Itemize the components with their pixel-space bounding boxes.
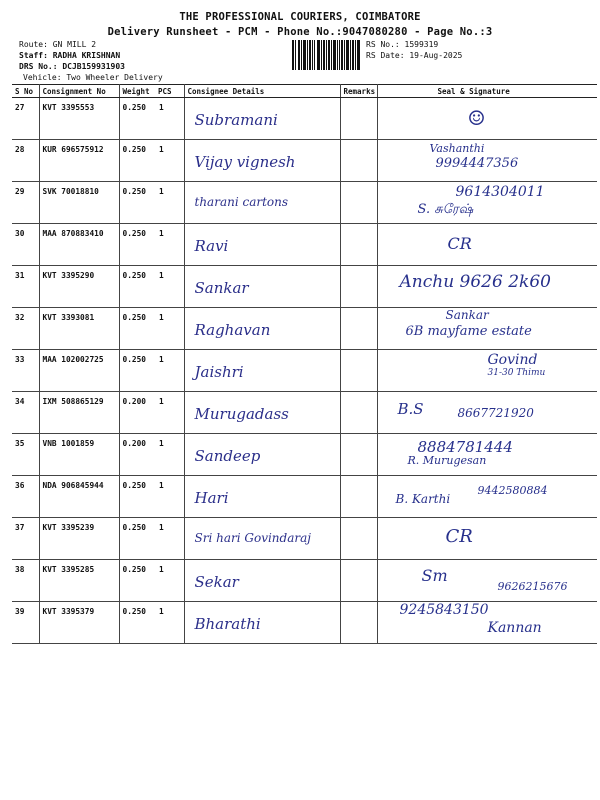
col-sno: S No xyxy=(12,85,39,98)
row-pcs: 1 xyxy=(155,518,184,560)
row-remarks xyxy=(340,308,377,350)
row-consignee xyxy=(184,308,340,350)
row-consignee xyxy=(184,98,340,140)
row-pcs: 1 xyxy=(155,602,184,644)
signature-handwriting: 8667721920 xyxy=(457,406,534,420)
signature-handwriting: 9245843150 xyxy=(399,602,489,618)
row-sno: 29 xyxy=(12,182,39,224)
row-consignment-no: MAA 102002725 xyxy=(39,350,119,392)
row-remarks xyxy=(340,434,377,476)
document-subtitle: Delivery Runsheet - PCM - Phone No.:9047080280 - Page No.:3 xyxy=(107,26,493,38)
row-consignment-no: KVT 3395379 xyxy=(39,602,119,644)
signature-handwriting: CR xyxy=(447,234,472,253)
consignee-handwriting: Raghavan xyxy=(194,321,271,339)
row-signature xyxy=(377,140,597,182)
signature-handwriting: Sankar xyxy=(445,308,489,322)
row-signature xyxy=(377,98,597,140)
route-label: Route: GN MILL 2 xyxy=(19,40,97,49)
col-remarks: Remarks xyxy=(340,85,377,98)
table-row xyxy=(12,392,597,434)
vehicle-label: Vehicle: Two Wheeler Delivery xyxy=(23,73,163,82)
table-row xyxy=(12,182,597,224)
row-sno: 33 xyxy=(12,350,39,392)
table-row xyxy=(12,308,597,350)
row-pcs: 1 xyxy=(155,476,184,518)
row-signature xyxy=(377,266,597,308)
row-pcs: 1 xyxy=(155,182,184,224)
row-sno: 30 xyxy=(12,224,39,266)
row-remarks xyxy=(340,140,377,182)
row-consignee xyxy=(184,392,340,434)
row-weight: 0.250 xyxy=(119,518,155,560)
consignee-handwriting: Hari xyxy=(194,489,229,507)
row-weight: 0.250 xyxy=(119,224,155,266)
table-row xyxy=(12,434,597,476)
row-signature xyxy=(377,350,597,392)
consignee-handwriting: Sandeep xyxy=(194,447,261,465)
row-signature xyxy=(377,518,597,560)
row-signature xyxy=(377,434,597,476)
row-weight: 0.250 xyxy=(119,98,155,140)
row-remarks xyxy=(340,518,377,560)
rs-number: RS No.: 1599319 xyxy=(366,40,439,49)
consignee-handwriting: Vijay vignesh xyxy=(194,153,296,171)
signature-handwriting: Anchu 9626 2k60 xyxy=(399,272,551,292)
row-signature xyxy=(377,560,597,602)
row-consignee xyxy=(184,140,340,182)
consignee-handwriting: Jaishri xyxy=(194,363,244,381)
row-consignee xyxy=(184,518,340,560)
row-sno: 35 xyxy=(12,434,39,476)
row-consignment-no: KVT 3395239 xyxy=(39,518,119,560)
row-pcs: 1 xyxy=(155,140,184,182)
row-remarks xyxy=(340,266,377,308)
col-seal-signature: Seal & Signature xyxy=(377,85,597,98)
row-remarks xyxy=(340,182,377,224)
signature-handwriting: 6B mayfame estate xyxy=(405,324,532,339)
barcode-icon xyxy=(292,40,360,70)
row-signature xyxy=(377,392,597,434)
row-consignee xyxy=(184,224,340,266)
signature-handwriting: 31-30 Thimu xyxy=(487,368,546,378)
col-consignment: Consignment No xyxy=(39,85,119,98)
row-consignee xyxy=(184,182,340,224)
drs-label: DRS No.: DCJB159931903 xyxy=(19,62,125,71)
row-sno: 38 xyxy=(12,560,39,602)
table-row xyxy=(12,140,597,182)
row-consignment-no: IXM 508865129 xyxy=(39,392,119,434)
row-consignee xyxy=(184,434,340,476)
row-weight: 0.250 xyxy=(119,560,155,602)
row-sno: 32 xyxy=(12,308,39,350)
row-consignment-no: NDA 906845944 xyxy=(39,476,119,518)
row-sno: 39 xyxy=(12,602,39,644)
table-row xyxy=(12,98,597,140)
row-weight: 0.250 xyxy=(119,266,155,308)
row-consignment-no: SVK 70018810 xyxy=(39,182,119,224)
row-weight: 0.200 xyxy=(119,434,155,476)
row-pcs: 1 xyxy=(155,224,184,266)
row-weight: 0.250 xyxy=(119,140,155,182)
row-remarks xyxy=(340,224,377,266)
row-pcs: 1 xyxy=(155,434,184,476)
row-signature xyxy=(377,182,597,224)
row-weight: 0.250 xyxy=(119,182,155,224)
signature-handwriting: Vashanthi xyxy=(429,142,485,155)
row-remarks xyxy=(340,98,377,140)
row-weight: 0.250 xyxy=(119,476,155,518)
staff-label: Staff: RADHA KRISHNAN xyxy=(19,51,121,60)
row-weight: 0.200 xyxy=(119,392,155,434)
signature-handwriting: Kannan xyxy=(487,620,542,636)
row-consignment-no: KVT 3393081 xyxy=(39,308,119,350)
row-remarks xyxy=(340,560,377,602)
signature-handwriting: 9994447356 xyxy=(435,156,519,171)
signature-handwriting: 9614304011 xyxy=(455,184,545,200)
row-signature xyxy=(377,224,597,266)
row-sno: 36 xyxy=(12,476,39,518)
row-consignee xyxy=(184,266,340,308)
consignee-handwriting: Subramani xyxy=(194,111,278,129)
row-sno: 27 xyxy=(12,98,39,140)
consignee-handwriting: Bharathi xyxy=(194,615,261,633)
signature-handwriting: 8884781444 xyxy=(417,438,513,456)
table-header-row xyxy=(12,85,597,98)
row-sno: 28 xyxy=(12,140,39,182)
signature-handwriting: B.S xyxy=(397,400,424,418)
row-remarks xyxy=(340,392,377,434)
row-signature xyxy=(377,308,597,350)
signature-handwriting: Sm xyxy=(421,566,448,585)
row-pcs: 1 xyxy=(155,350,184,392)
row-weight: 0.250 xyxy=(119,308,155,350)
table-row xyxy=(12,476,597,518)
document-title: THE PROFESSIONAL COURIERS, COIMBATORE xyxy=(179,11,421,23)
row-sno: 31 xyxy=(12,266,39,308)
table-row xyxy=(12,602,597,644)
row-sno: 37 xyxy=(12,518,39,560)
row-consignee xyxy=(184,476,340,518)
row-consignee xyxy=(184,350,340,392)
consignee-handwriting: Sri hari Govindaraj xyxy=(194,531,311,545)
row-consignment-no: KUR 696575912 xyxy=(39,140,119,182)
signature-handwriting: S. சுரேஷ் xyxy=(417,202,474,217)
consignee-handwriting: Ravi xyxy=(194,237,229,255)
row-consignee xyxy=(184,560,340,602)
table-row xyxy=(12,350,597,392)
runsheet-table xyxy=(12,84,597,644)
consignee-handwriting: tharani cartons xyxy=(194,195,289,209)
row-pcs: 1 xyxy=(155,560,184,602)
row-signature xyxy=(377,476,597,518)
signature-handwriting: ☺ xyxy=(467,106,486,130)
row-signature xyxy=(377,602,597,644)
signature-handwriting: B. Karthi xyxy=(395,492,451,506)
row-consignment-no: KVT 3395290 xyxy=(39,266,119,308)
consignee-handwriting: Sankar xyxy=(194,279,249,297)
signature-handwriting: 9442580884 xyxy=(477,484,548,497)
row-consignment-no: MAA 870883410 xyxy=(39,224,119,266)
consignee-handwriting: Sekar xyxy=(194,573,239,591)
row-weight: 0.250 xyxy=(119,350,155,392)
row-remarks xyxy=(340,476,377,518)
table-row xyxy=(12,560,597,602)
signature-handwriting: 9626215676 xyxy=(497,580,568,593)
col-consignee: Consignee Details xyxy=(184,85,340,98)
col-weight: Weight xyxy=(119,85,155,98)
table-row xyxy=(12,224,597,266)
consignee-handwriting: Murugadass xyxy=(194,405,289,423)
row-consignment-no: KVT 3395285 xyxy=(39,560,119,602)
row-consignment-no: VNB 1001859 xyxy=(39,434,119,476)
row-sno: 34 xyxy=(12,392,39,434)
signature-handwriting: CR xyxy=(445,526,473,547)
signature-handwriting: R. Murugesan xyxy=(407,454,487,467)
col-pcs: PCS xyxy=(155,85,184,98)
row-pcs: 1 xyxy=(155,98,184,140)
rs-date: RS Date: 19-Aug-2025 xyxy=(366,51,463,60)
table-row xyxy=(12,518,597,560)
row-pcs: 1 xyxy=(155,266,184,308)
row-pcs: 1 xyxy=(155,392,184,434)
row-consignee xyxy=(184,602,340,644)
row-pcs: 1 xyxy=(155,308,184,350)
row-remarks xyxy=(340,602,377,644)
table-row xyxy=(12,266,597,308)
signature-handwriting: Govind xyxy=(487,352,538,368)
row-consignment-no: KVT 3395553 xyxy=(39,98,119,140)
row-weight: 0.250 xyxy=(119,602,155,644)
row-remarks xyxy=(340,350,377,392)
